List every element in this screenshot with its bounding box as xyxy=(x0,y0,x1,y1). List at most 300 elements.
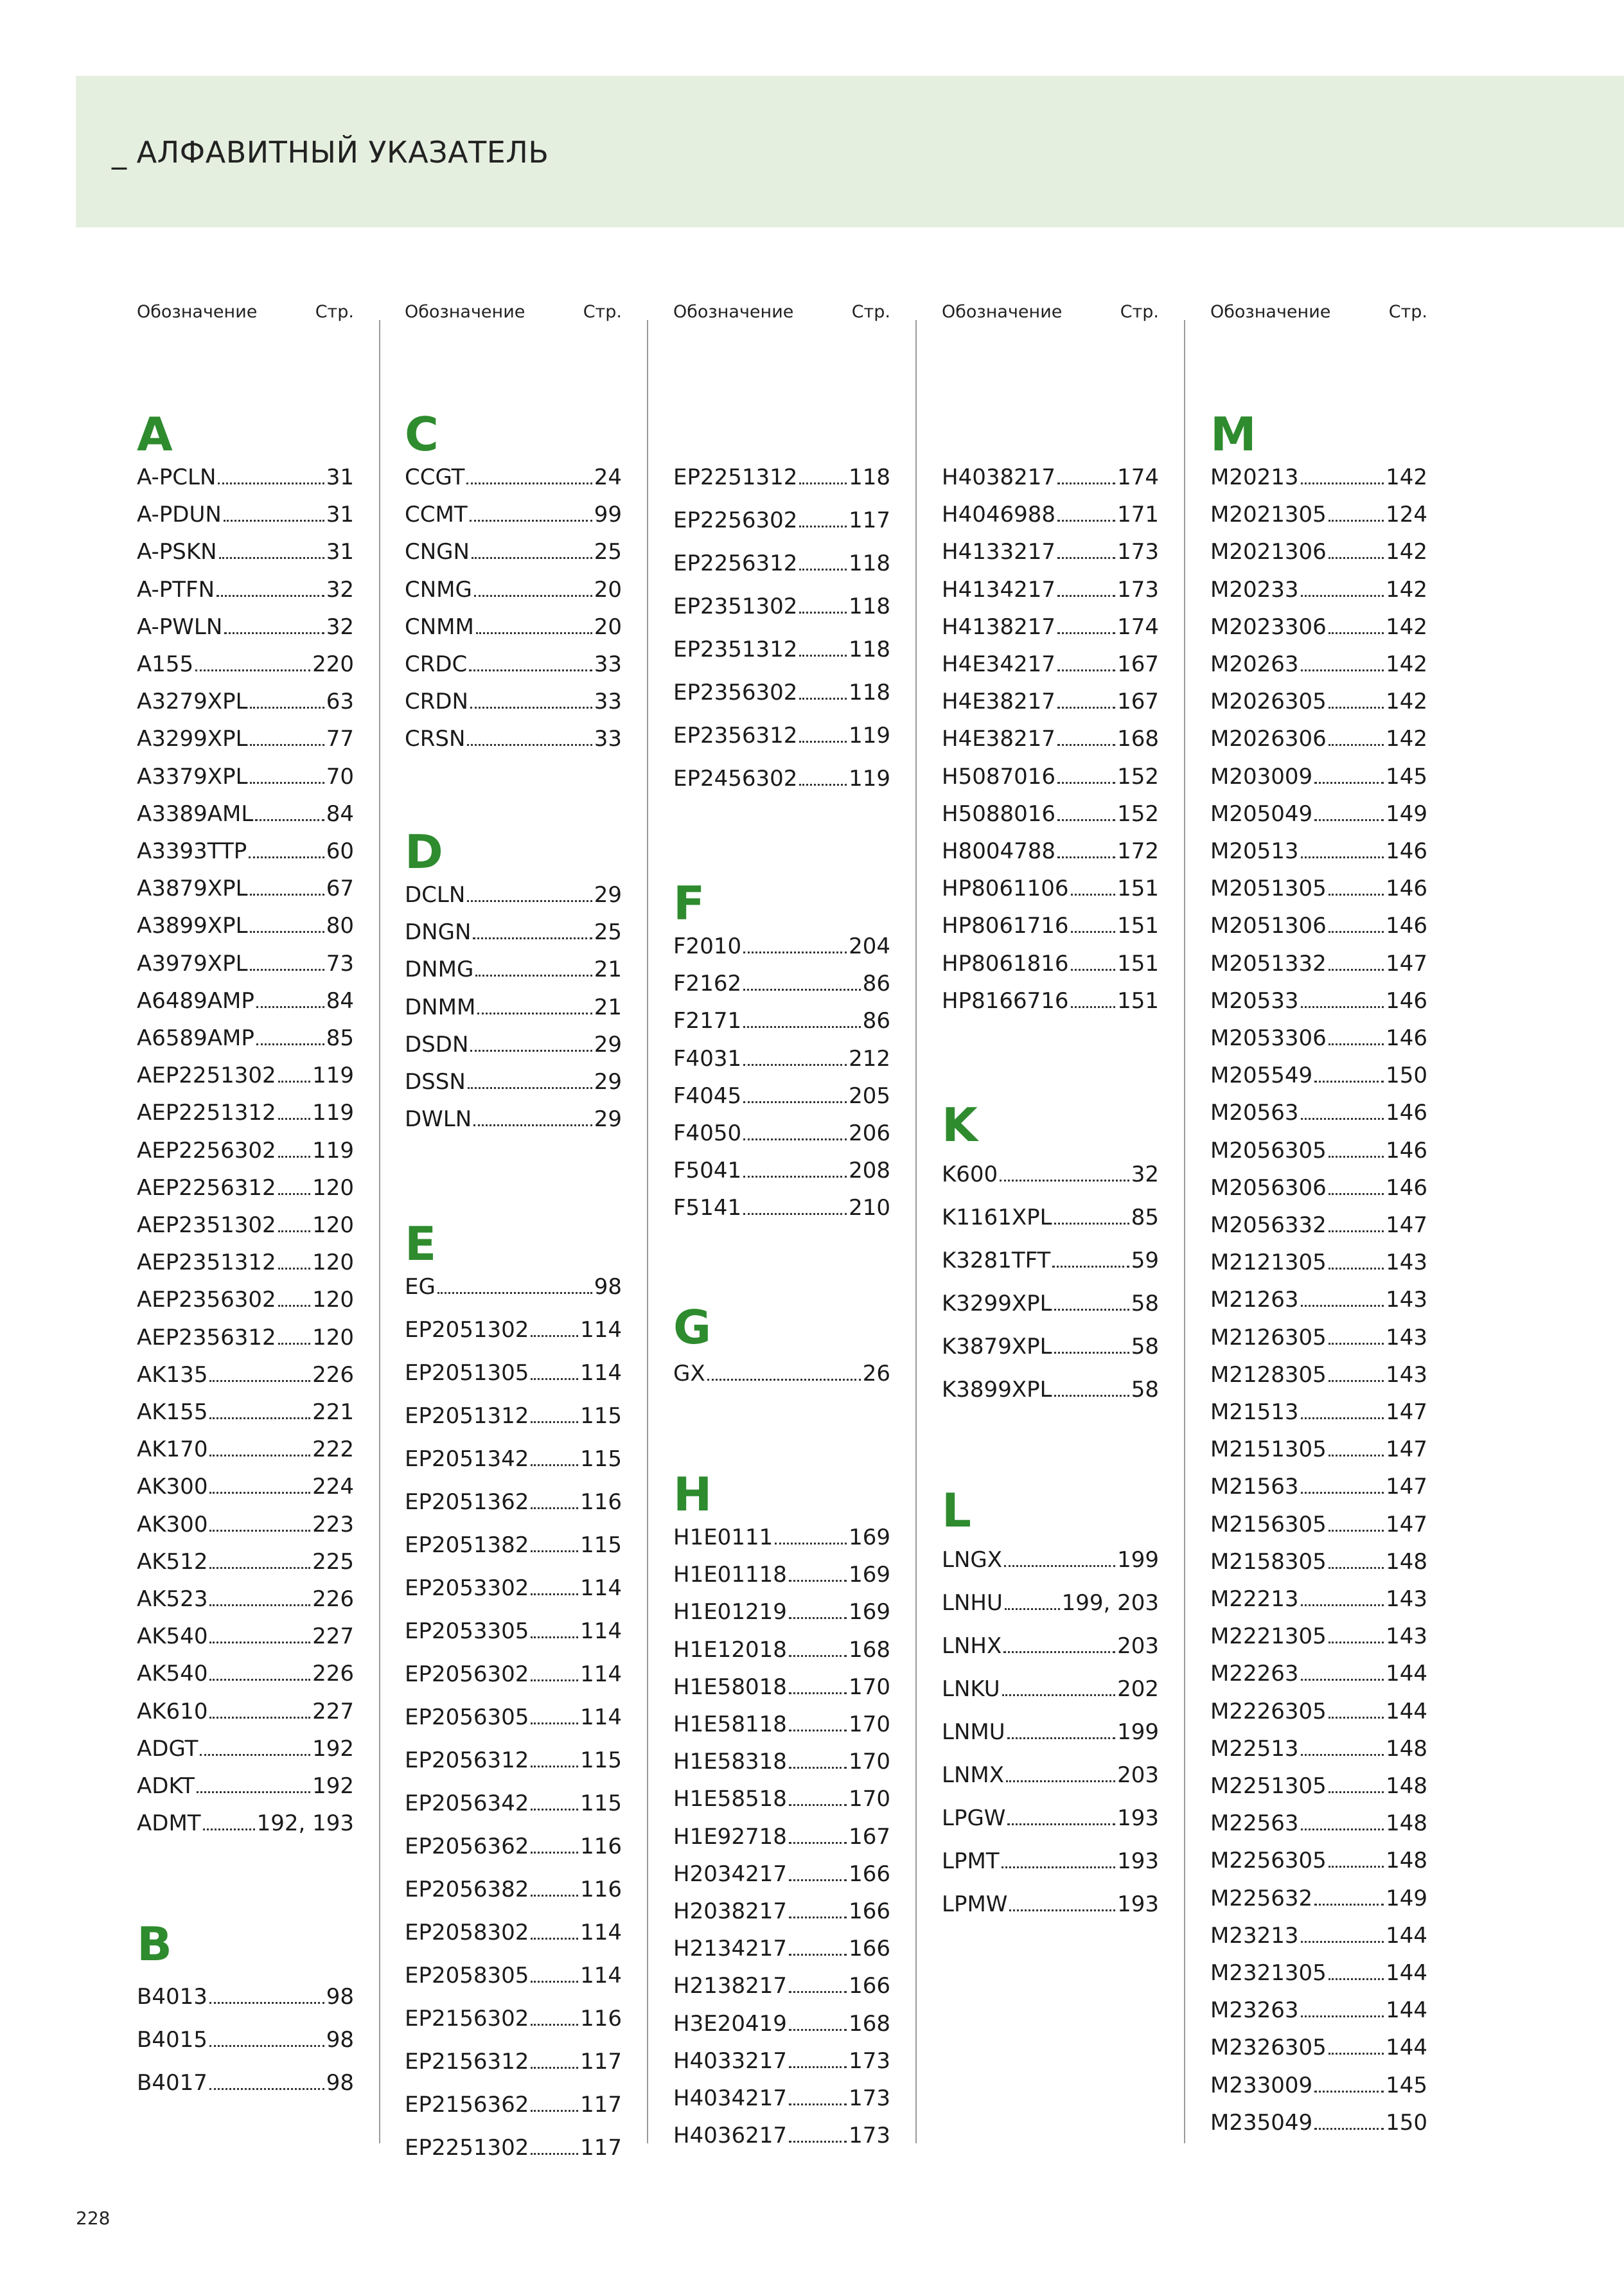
index-entry xyxy=(137,984,354,1012)
section-letter: D xyxy=(405,825,443,879)
entry-page: 168 xyxy=(849,2010,890,2037)
dot-leader xyxy=(249,856,324,858)
dot-leader xyxy=(250,744,324,746)
entry-page: 118 xyxy=(849,594,890,619)
entry-page: 146 xyxy=(1386,1174,1427,1201)
dot-leader xyxy=(789,1991,847,1993)
entry-designation: M203009 xyxy=(1210,763,1313,790)
entry-designation: H8004788 xyxy=(942,838,1055,864)
dot-leader xyxy=(1301,1679,1384,1681)
index-entry xyxy=(673,966,890,995)
entry-designation: M233009 xyxy=(1210,2072,1313,2098)
index-entry xyxy=(942,721,1159,750)
entry-designation: LNHX xyxy=(942,1633,1002,1659)
index-entry xyxy=(1210,908,1427,937)
index-entry xyxy=(137,1507,354,1536)
entry-designation: M2051306 xyxy=(1210,913,1327,939)
entry-designation: EP2156302 xyxy=(405,2006,529,2032)
dot-leader xyxy=(216,595,324,597)
section-letter: K xyxy=(942,1098,978,1152)
dot-leader xyxy=(789,1954,847,1956)
entry-page: 118 xyxy=(849,680,890,705)
index-entry xyxy=(942,1157,1159,1185)
index-entry xyxy=(405,878,622,906)
page-header: Стр. xyxy=(851,302,890,322)
entry-page: 33 xyxy=(594,651,622,677)
entry-page: 115 xyxy=(580,1791,622,1816)
entry-designation: EP2351312 xyxy=(673,637,798,662)
entry-designation: M20263 xyxy=(1210,651,1299,677)
index-entry xyxy=(137,908,354,937)
dot-leader xyxy=(1301,1941,1384,1943)
entry-page: 114 xyxy=(580,1575,622,1601)
entry-designation: EP2051342 xyxy=(405,1446,529,1472)
entry-page: 60 xyxy=(326,838,354,864)
index-entry xyxy=(1210,759,1427,788)
dot-leader xyxy=(1057,632,1115,634)
entry-designation: M235049 xyxy=(1210,2109,1313,2136)
dot-leader xyxy=(224,632,324,634)
index-entry xyxy=(405,1356,622,1384)
entry-page: 170 xyxy=(849,1674,890,1700)
dot-leader xyxy=(789,1617,847,1619)
entry-designation: HP8061106 xyxy=(942,876,1069,902)
designation-header: Обозначение xyxy=(673,302,794,322)
entry-designation: M22513 xyxy=(1210,1735,1299,1762)
entry-designation: H2034217 xyxy=(673,1861,787,1887)
index-entry xyxy=(137,1395,354,1423)
index-entry xyxy=(942,1543,1159,1571)
entry-designation: F4031 xyxy=(673,1045,742,1072)
index-entry xyxy=(1210,610,1427,638)
dot-leader xyxy=(789,2029,847,2031)
entry-designation: AEP2251312 xyxy=(137,1100,276,1126)
index-entry xyxy=(137,1979,354,2008)
entry-page: 115 xyxy=(580,1532,622,1558)
entry-page: 29 xyxy=(594,1031,622,1058)
entry-page: 192 xyxy=(312,1773,354,1799)
index-entry xyxy=(1210,834,1427,862)
entry-designation: M22213 xyxy=(1210,1586,1299,1612)
entry-designation: M2026306 xyxy=(1210,726,1327,752)
entry-page: 142 xyxy=(1386,651,1427,677)
index-entry xyxy=(405,915,622,946)
entry-designation: EP2058302 xyxy=(405,1920,529,1945)
index-entry xyxy=(137,647,354,675)
entry-page: 145 xyxy=(1386,763,1427,790)
dot-leader xyxy=(1054,1223,1129,1225)
entry-designation: A3279XPL xyxy=(137,689,248,715)
entry-page: 168 xyxy=(1117,726,1159,752)
entry-designation: M2226305 xyxy=(1210,1698,1327,1724)
entry-page: 166 xyxy=(849,1899,890,1924)
dot-leader xyxy=(1314,2091,1384,2093)
entry-page: 77 xyxy=(326,726,354,752)
entry-designation: M20233 xyxy=(1210,576,1299,603)
index-entry xyxy=(1210,1507,1427,1536)
entry-designation: AEP2256302 xyxy=(137,1137,276,1164)
entry-page: 98 xyxy=(326,2027,354,2053)
entry-page: 174 xyxy=(1117,614,1159,640)
index-entry xyxy=(942,572,1159,601)
dot-leader xyxy=(470,1050,592,1052)
entry-page: 174 xyxy=(1117,465,1159,490)
section-letter: M xyxy=(1210,407,1257,461)
index-entry xyxy=(673,1153,890,1182)
index-entry xyxy=(673,1079,890,1107)
column-header xyxy=(673,302,890,328)
index-entry xyxy=(405,2087,622,2116)
entry-page: 151 xyxy=(1117,987,1159,1014)
index-entry xyxy=(405,1571,622,1599)
index-entry xyxy=(137,684,354,713)
entry-page: 59 xyxy=(1131,1248,1159,1273)
entry-designation: EP2056382 xyxy=(405,1877,529,1902)
dot-leader xyxy=(1057,707,1115,709)
entry-designation: H4046988 xyxy=(942,502,1055,528)
entry-page: 117 xyxy=(580,2092,622,2118)
entry-page: 31 xyxy=(326,502,354,528)
entry-page: 119 xyxy=(312,1100,354,1126)
entry-designation: A-PCLN xyxy=(137,465,216,490)
entry-page: 147 xyxy=(1386,1511,1427,1537)
entry-designation: H4038217 xyxy=(942,465,1055,490)
entry-designation: AK170 xyxy=(137,1437,208,1463)
dot-leader xyxy=(467,744,592,746)
column-separator xyxy=(379,320,380,2143)
entry-page: 119 xyxy=(312,1137,354,1164)
index-entry xyxy=(1210,1582,1427,1610)
entry-designation: A3389AML xyxy=(137,801,254,827)
entry-designation: CNMG xyxy=(405,576,472,603)
index-entry xyxy=(137,610,354,638)
dot-leader xyxy=(1005,1608,1060,1610)
entry-page: 124 xyxy=(1386,502,1427,528)
column-header xyxy=(942,302,1159,328)
entry-designation: EP2053305 xyxy=(405,1618,529,1644)
index-entry xyxy=(942,497,1159,526)
index-entry xyxy=(137,871,354,902)
entry-designation: LNHU xyxy=(942,1590,1003,1616)
entry-page: 226 xyxy=(312,1661,354,1687)
index-entry xyxy=(673,1191,890,1219)
index-entry xyxy=(137,2023,354,2051)
entry-page: 98 xyxy=(326,1984,354,2010)
index-entry xyxy=(405,1700,622,1728)
entry-designation: EP2056362 xyxy=(405,1834,529,1859)
entry-page: 148 xyxy=(1386,1810,1427,1837)
index-entry xyxy=(942,1243,1159,1271)
dot-leader xyxy=(1328,1043,1384,1045)
index-entry xyxy=(137,1769,354,1797)
dot-leader xyxy=(775,1543,847,1545)
entry-page: 33 xyxy=(594,726,622,752)
index-entry xyxy=(1210,1956,1427,1984)
dot-leader xyxy=(531,1679,578,1681)
entry-designation: H4E34217 xyxy=(942,651,1055,677)
entry-designation: ADGT xyxy=(137,1735,199,1762)
entry-designation: M2326305 xyxy=(1210,2035,1327,2061)
entry-designation: F4045 xyxy=(673,1083,742,1109)
entry-page: 193 xyxy=(1117,1848,1159,1874)
index-entry xyxy=(1210,497,1427,526)
column-header xyxy=(137,302,354,328)
index-entry xyxy=(405,2130,622,2159)
dot-leader xyxy=(1328,1642,1384,1643)
entry-page: 117 xyxy=(580,2049,622,2075)
entry-designation: HP8061816 xyxy=(942,950,1069,977)
entry-page: 169 xyxy=(849,1562,890,1588)
entry-page: 118 xyxy=(849,637,890,662)
dot-leader xyxy=(209,1455,310,1456)
dot-leader xyxy=(256,1043,324,1045)
entry-designation: EP2051382 xyxy=(405,1532,529,1558)
index-entry xyxy=(673,1782,890,1810)
dot-leader xyxy=(1057,595,1115,597)
entry-page: 202 xyxy=(1117,1676,1159,1702)
entry-page: 114 xyxy=(580,1704,622,1730)
dot-leader xyxy=(472,557,592,559)
index-entry xyxy=(137,1656,354,1685)
entry-page: 142 xyxy=(1386,689,1427,715)
entry-designation: K3879XPL xyxy=(942,1334,1052,1359)
entry-designation: AK540 xyxy=(137,1624,208,1650)
dot-leader xyxy=(743,1213,847,1215)
index-entry xyxy=(1210,1881,1427,1909)
entry-designation: LPGW xyxy=(942,1805,1006,1831)
index-entry xyxy=(673,1004,890,1032)
dot-leader xyxy=(531,1895,578,1897)
entry-designation: EP2251302 xyxy=(405,2135,529,2161)
entry-designation: AEP2356302 xyxy=(137,1287,276,1313)
index-entry xyxy=(137,797,354,825)
dot-leader xyxy=(218,482,324,484)
index-entry xyxy=(1210,2105,1427,2134)
entry-designation: K1161XPL xyxy=(942,1205,1052,1230)
entry-page: 166 xyxy=(849,1861,890,1887)
index-entry xyxy=(673,675,890,704)
dot-leader xyxy=(1328,557,1384,559)
entry-page: 114 xyxy=(580,1661,622,1687)
entry-designation: AK300 xyxy=(137,1474,208,1500)
index-entry xyxy=(137,1582,354,1610)
entry-page: 170 xyxy=(849,1712,890,1737)
header-band xyxy=(76,76,1624,227)
index-entry xyxy=(1210,1245,1427,1276)
dot-leader xyxy=(1057,856,1115,858)
entry-designation: M20533 xyxy=(1210,987,1299,1014)
column-header xyxy=(405,302,622,328)
index-entry xyxy=(137,1469,354,1498)
index-entry xyxy=(1210,1395,1427,1423)
index-entry xyxy=(405,1614,622,1642)
entry-designation: LPMT xyxy=(942,1848,1000,1874)
entry-designation: EP2056305 xyxy=(405,1704,529,1730)
dot-leader xyxy=(789,2066,847,2068)
entry-page: 226 xyxy=(312,1586,354,1612)
dot-leader xyxy=(531,1852,578,1854)
entry-page: 24 xyxy=(594,465,622,490)
dot-leader xyxy=(1301,482,1384,484)
dot-leader xyxy=(1054,1309,1129,1311)
dot-leader xyxy=(1071,969,1116,971)
entry-page: 150 xyxy=(1386,1063,1427,1089)
index-entry xyxy=(942,684,1159,713)
dot-leader xyxy=(477,1013,592,1014)
entry-designation: LNMU xyxy=(942,1719,1005,1745)
index-entry xyxy=(942,1586,1159,1614)
entry-designation: LNKU xyxy=(942,1676,1000,1702)
dot-leader xyxy=(789,1692,847,1694)
entry-page: 120 xyxy=(312,1250,354,1276)
section-letter: H xyxy=(673,1467,712,1521)
index-entry xyxy=(1210,1656,1427,1685)
dot-leader xyxy=(531,1938,578,1940)
entry-designation: CCGT xyxy=(405,465,465,490)
entry-page: 170 xyxy=(849,1749,890,1775)
index-entry xyxy=(1210,797,1427,825)
entry-page: 166 xyxy=(849,1936,890,1962)
entry-page: 58 xyxy=(1131,1377,1159,1403)
section-letter: B xyxy=(137,1917,172,1971)
dot-leader xyxy=(1054,1352,1129,1354)
entry-page: 114 xyxy=(580,1920,622,1945)
index-entry xyxy=(673,1857,890,1885)
index-entry xyxy=(405,647,622,675)
entry-page: 144 xyxy=(1386,1698,1427,1724)
index-entry xyxy=(137,1545,354,1573)
dot-leader xyxy=(1328,1193,1384,1195)
index-entry xyxy=(137,1320,354,1349)
entry-page: 116 xyxy=(580,1489,622,1515)
index-entry xyxy=(137,1021,354,1049)
dot-leader xyxy=(531,1421,578,1423)
entry-designation: H1E12018 xyxy=(673,1636,787,1663)
section-letter: C xyxy=(405,407,439,461)
dot-leader xyxy=(250,707,324,709)
index-entry xyxy=(137,1245,354,1276)
index-entry xyxy=(673,546,890,574)
dot-leader xyxy=(209,1679,310,1681)
entry-designation: H4036217 xyxy=(673,2123,787,2149)
index-entry xyxy=(673,632,890,660)
index-entry xyxy=(942,984,1159,1012)
entry-page: 118 xyxy=(849,551,890,576)
dot-leader xyxy=(1301,856,1384,858)
entry-designation: H5088016 xyxy=(942,801,1055,827)
index-entry xyxy=(1210,1469,1427,1498)
dot-leader xyxy=(209,2002,324,2004)
entry-page: 32 xyxy=(1131,1162,1159,1187)
entry-designation: F2010 xyxy=(673,934,742,959)
index-entry xyxy=(405,2001,622,2030)
index-entry xyxy=(1210,1918,1427,1947)
entry-page: 120 xyxy=(312,1212,354,1238)
index-entry xyxy=(942,1844,1159,1872)
entry-designation: EP2351302 xyxy=(673,594,798,619)
entry-designation: M23213 xyxy=(1210,1922,1299,1949)
entry-designation: F2171 xyxy=(673,1008,742,1034)
dot-leader xyxy=(1328,632,1384,634)
dot-leader xyxy=(1314,2128,1384,2130)
entry-designation: A6589AMP xyxy=(137,1025,254,1051)
index-entry xyxy=(1210,1358,1427,1386)
page-header: Стр. xyxy=(1120,302,1159,322)
index-entry xyxy=(405,1485,622,1513)
dot-leader xyxy=(470,520,592,522)
dot-leader xyxy=(209,1567,310,1569)
entry-page: 144 xyxy=(1386,1922,1427,1949)
entry-designation: H1E01118 xyxy=(673,1562,787,1588)
entry-page: 167 xyxy=(1117,689,1159,715)
index-entry xyxy=(1210,460,1427,488)
entry-designation: H1E0111 xyxy=(673,1525,773,1550)
index-entry xyxy=(1210,647,1427,675)
entry-page: 149 xyxy=(1386,1885,1427,1911)
index-entry xyxy=(673,1744,890,1773)
entry-designation: A3979XPL xyxy=(137,950,248,977)
entry-page: 171 xyxy=(1117,502,1159,528)
entry-designation: EP2053302 xyxy=(405,1575,529,1601)
entry-designation: M2023306 xyxy=(1210,614,1327,640)
entry-page: 193 xyxy=(1117,1891,1159,1917)
entry-designation: B4015 xyxy=(137,2027,207,2053)
dot-leader xyxy=(799,655,847,657)
index-entry xyxy=(405,2044,622,2073)
index-entry xyxy=(673,1931,890,1960)
entry-page: 115 xyxy=(580,1403,622,1429)
dot-leader xyxy=(476,632,592,634)
entry-designation: A6489AMP xyxy=(137,987,254,1014)
index-entry xyxy=(1210,1095,1427,1124)
index-entry xyxy=(1210,1806,1427,1837)
dot-leader xyxy=(799,569,847,571)
dot-leader xyxy=(470,707,592,709)
dot-leader xyxy=(789,1655,847,1657)
entry-page: 117 xyxy=(849,508,890,533)
index-entry xyxy=(137,1095,354,1124)
entry-page: 226 xyxy=(312,1361,354,1388)
entry-designation: ADKT xyxy=(137,1773,195,1799)
dot-leader xyxy=(473,937,592,939)
entry-page: 144 xyxy=(1386,1661,1427,1687)
entry-designation: A3879XPL xyxy=(137,876,248,902)
column-separator xyxy=(1184,320,1185,2143)
entry-designation: H1E58518 xyxy=(673,1786,787,1812)
index-entry xyxy=(405,610,622,638)
entry-designation: CRDN xyxy=(405,689,468,715)
entry-page: 151 xyxy=(1117,950,1159,977)
entry-designation: M22563 xyxy=(1210,1810,1299,1837)
dot-leader xyxy=(799,612,847,614)
index-entry xyxy=(405,1743,622,1771)
index-entry xyxy=(137,1133,354,1162)
index-entry xyxy=(405,1313,622,1341)
dot-leader xyxy=(209,1642,310,1643)
entry-page: 146 xyxy=(1386,1137,1427,1164)
page-header: Стр. xyxy=(583,302,622,322)
dot-leader xyxy=(789,1879,847,1881)
entry-designation: AEP2351302 xyxy=(137,1212,276,1238)
dot-leader xyxy=(1328,969,1384,971)
entry-designation: EP2156362 xyxy=(405,2092,529,2118)
dot-leader xyxy=(531,1981,578,1983)
entry-page: 173 xyxy=(849,2048,890,2074)
index-entry xyxy=(673,589,890,617)
index-entry xyxy=(137,759,354,788)
index-entry xyxy=(1210,1843,1427,1872)
entry-designation: H1E01219 xyxy=(673,1599,787,1625)
